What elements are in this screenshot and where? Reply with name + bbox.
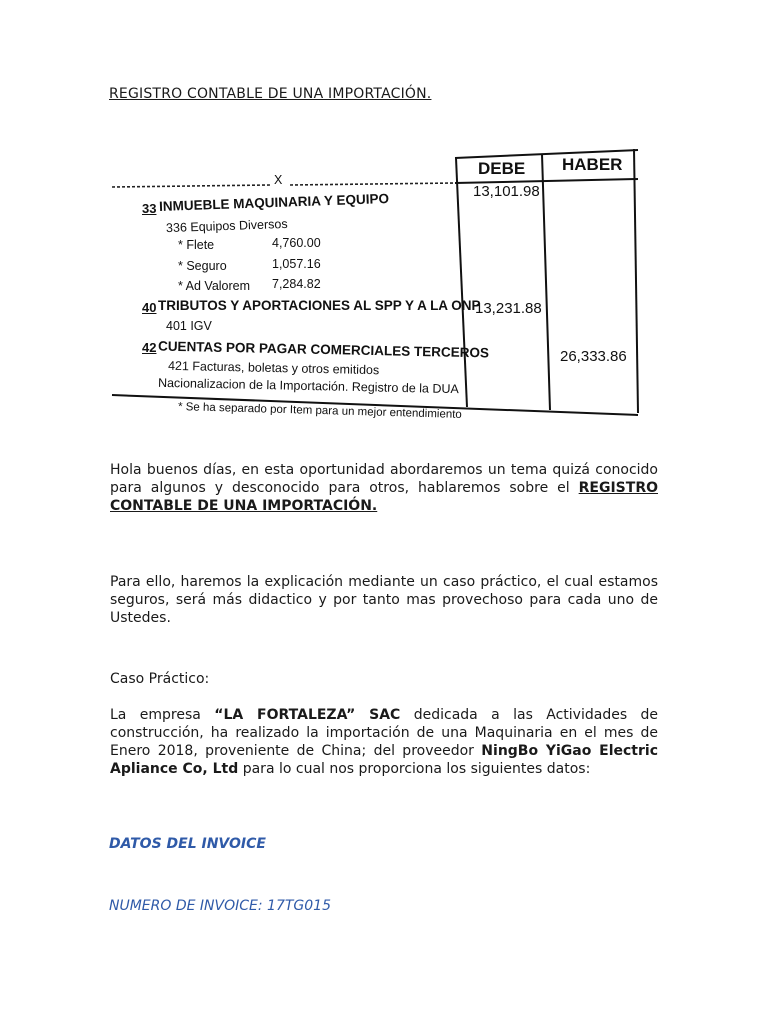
supplier-name: NingBo YiGao Electric Apliance Co, Ltd xyxy=(110,743,658,777)
intro-text: Hola buenos días, en esta oportunidad abordaremos un tema quizá conocido para algunos y desconocido para otros, hablaremos sobre el xyxy=(110,462,658,496)
seguro-label: * Seguro xyxy=(178,259,227,273)
intro-emphasis: REGISTRO CONTABLE DE UNA IMPORTACIÓN. xyxy=(110,480,658,514)
account-401: 401 IGV xyxy=(166,319,212,333)
account-40-debe: 13,231.88 xyxy=(475,300,542,317)
numero-invoice: NUMERO DE INVOICE: 17TG015 xyxy=(109,898,331,914)
ledger-note: * Se ha separado por Item para un mejor entendimiento xyxy=(177,401,462,421)
account-42-haber: 26,333.86 xyxy=(560,348,627,365)
ledger-image xyxy=(110,143,644,433)
case-paragraph xyxy=(110,706,658,778)
ledger-col-haber: HABER xyxy=(562,155,623,174)
document-heading: REGISTRO CONTABLE DE UNA IMPORTACIÓN. xyxy=(109,86,432,102)
account-33-debe: 13,101.98 xyxy=(473,183,540,200)
flete-value: 4,760.00 xyxy=(272,236,321,250)
account-40-number: 40 xyxy=(142,300,157,315)
account-421: 421 Facturas, boletas y otros emitidos xyxy=(167,358,380,378)
ledger-separator-x: X xyxy=(274,173,283,187)
account-33-name: INMUEBLE MAQUINARIA Y EQUIPO xyxy=(158,190,390,215)
case-heading: Caso Práctico: xyxy=(110,671,210,687)
company-name: “LA FORTALEZA” SAC xyxy=(214,707,401,723)
advalorem-label: * Ad Valorem xyxy=(178,279,251,293)
intro-paragraph xyxy=(110,461,658,515)
case-text-2: dedicada a las Actividades de construcción, ha realizado la importación de una Maquinaria en el mes de Enero 2018, proveniente de China; del proveedor xyxy=(110,707,659,759)
ledger-glosa: Nacionalizacion de la Importación. Registro de la DUA xyxy=(157,375,459,397)
account-40-name: TRIBUTOS Y APORTACIONES AL SPP Y A LA ONP xyxy=(158,298,481,313)
flete-label: * Flete xyxy=(178,238,215,252)
seguro-value: 1,057.16 xyxy=(272,257,321,271)
ledger-col-debe: DEBE xyxy=(478,159,526,178)
case-text-1: La empresa xyxy=(110,707,215,723)
method-paragraph: Para ello, haremos la explicación mediante un caso práctico, el cual estamos seguros, será más didactico y por tanto mas provechoso para cada uno de Ustedes. xyxy=(110,574,658,626)
case-text-3: para lo cual nos proporciona los siguientes datos: xyxy=(238,761,591,777)
datos-invoice-heading: DATOS DEL INVOICE xyxy=(109,836,266,852)
advalorem-value: 7,284.82 xyxy=(272,277,321,291)
account-336: 336 Equipos Diversos xyxy=(165,216,288,236)
account-42-name: CUENTAS POR PAGAR COMERCIALES TERCEROS xyxy=(157,338,490,361)
account-33-number: 33 xyxy=(142,201,157,216)
account-42-number: 42 xyxy=(142,340,157,355)
